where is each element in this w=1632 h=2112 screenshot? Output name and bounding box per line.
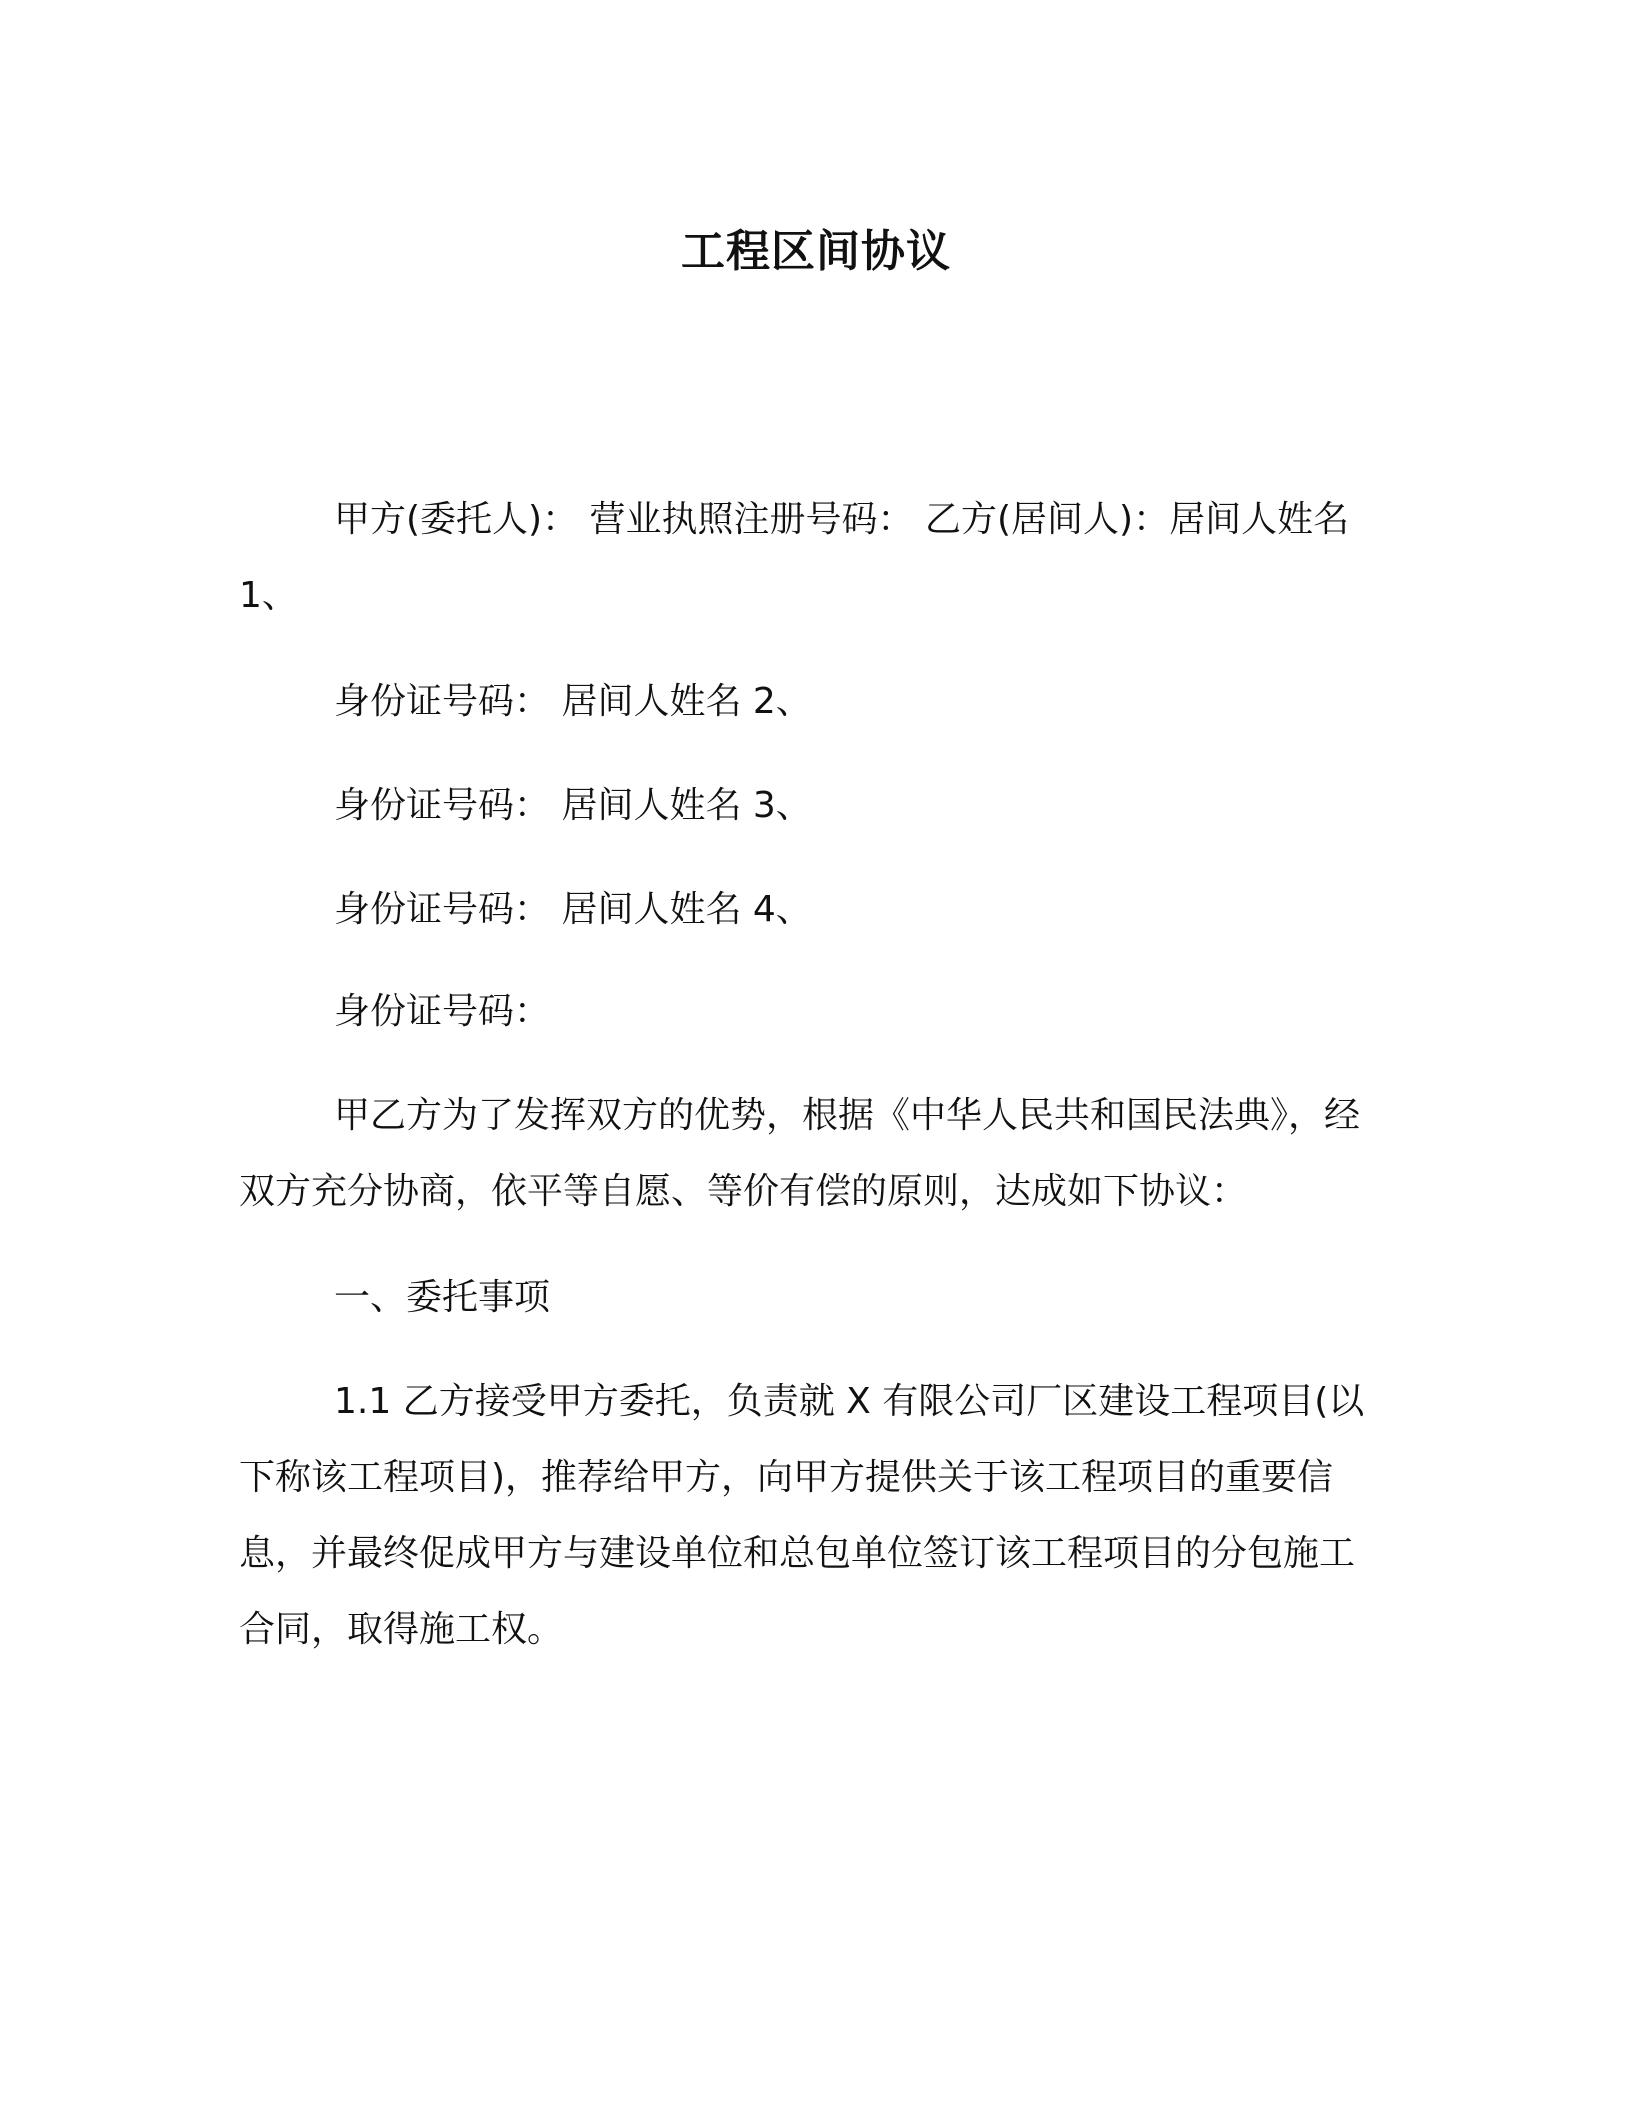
id-line-2: 身份证号码： 居间人姓名 3、 [334, 785, 812, 826]
parties-paragraph: 甲方(委托人)： 营业执照注册号码： 乙方(居间人)：居间人姓名 1、 [239, 499, 1350, 616]
document-title: 工程区间协议 [681, 226, 951, 277]
clause-1-1: 1.1 乙方接受甲方委托，负责就 X 有限公司厂区建设工程项目(以下称该工程项目)，推荐给甲方，向甲方提供关于该工程项目的重要信息，并最终促成甲方与建设单位和总包单位签订该工程项目的分包施工合同，取得施工权。 [239, 1381, 1365, 1650]
section-heading: 一、委托事项 [334, 1277, 551, 1318]
id-line-4: 身份证号码： [334, 991, 551, 1032]
id-line-3: 身份证号码： 居间人姓名 4、 [334, 889, 812, 930]
id-line-1: 身份证号码： 居间人姓名 2、 [334, 681, 812, 722]
purpose-paragraph: 甲乙方为了发挥双方的优势，根据《中华人民共和国民法典》，经双方充分协商，依平等自愿、等价有偿的原则，达成如下协议： [239, 1095, 1361, 1212]
